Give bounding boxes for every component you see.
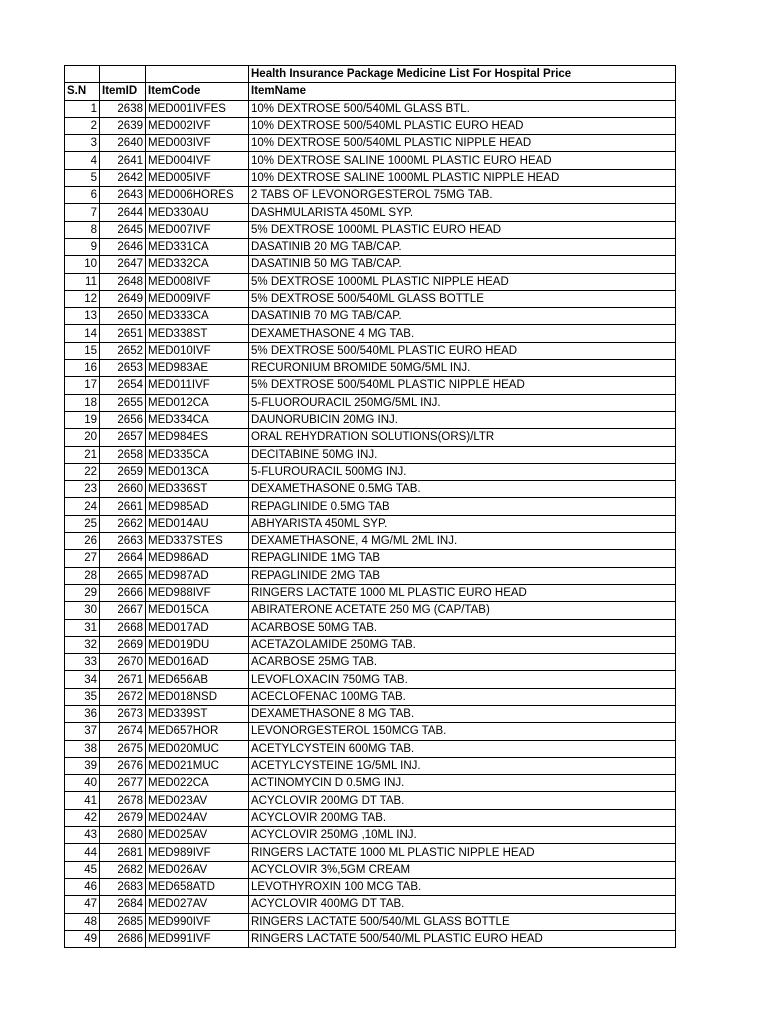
header-sn: S.N	[65, 83, 100, 100]
itemid-cell: 2640	[100, 135, 146, 152]
itemid-cell: 2658	[100, 446, 146, 463]
itemname-cell: REPAGLINIDE 2MG TAB	[249, 567, 676, 584]
table-row	[65, 705, 676, 722]
itemcode-cell: MED007IVF	[146, 221, 249, 238]
itemname-cell: 10% DEXTROSE SALINE 1000ML PLASTIC NIPPLE HEAD	[249, 169, 676, 186]
itemcode-cell: MED020MUC	[146, 740, 249, 757]
itemcode-cell: MED003IVF	[146, 135, 249, 152]
table-row	[65, 515, 676, 532]
sn-cell: 14	[65, 325, 100, 342]
itemid-cell: 2650	[100, 308, 146, 325]
itemid-cell: 2685	[100, 913, 146, 930]
sn-cell: 45	[65, 861, 100, 878]
table-row	[65, 187, 676, 204]
sn-cell: 39	[65, 757, 100, 774]
itemid-cell: 2676	[100, 757, 146, 774]
itemid-cell: 2649	[100, 290, 146, 307]
itemcode-cell: MED335CA	[146, 446, 249, 463]
itemcode-cell: MED027AV	[146, 896, 249, 913]
empty-cell	[65, 66, 100, 83]
itemname-cell: LEVOFLOXACIN 750MG TAB.	[249, 671, 676, 688]
itemname-cell: 5% DEXTROSE 500/540ML GLASS BOTTLE	[249, 290, 676, 307]
table-row	[65, 619, 676, 636]
itemcode-cell: MED015CA	[146, 602, 249, 619]
sn-cell: 1	[65, 100, 100, 117]
table-row	[65, 152, 676, 169]
itemname-cell: ACARBOSE 50MG TAB.	[249, 619, 676, 636]
sn-cell: 48	[65, 913, 100, 930]
itemname-cell: 5% DEXTROSE 1000ML PLASTIC NIPPLE HEAD	[249, 273, 676, 290]
itemid-cell: 2668	[100, 619, 146, 636]
sn-cell: 36	[65, 705, 100, 722]
itemid-cell: 2655	[100, 394, 146, 411]
itemname-cell: RINGERS LACTATE 1000 ML PLASTIC EURO HEAD	[249, 584, 676, 601]
table-row	[65, 256, 676, 273]
itemid-cell: 2667	[100, 602, 146, 619]
sn-cell: 44	[65, 844, 100, 861]
itemname-cell: ABIRATERONE ACETATE 250 MG (CAP/TAB)	[249, 602, 676, 619]
sn-cell: 21	[65, 446, 100, 463]
itemid-cell: 2675	[100, 740, 146, 757]
itemid-cell: 2681	[100, 844, 146, 861]
itemid-cell: 2654	[100, 377, 146, 394]
itemcode-cell: MED016AD	[146, 654, 249, 671]
itemid-cell: 2661	[100, 498, 146, 515]
itemcode-cell: MED338ST	[146, 325, 249, 342]
itemcode-cell: MED336ST	[146, 481, 249, 498]
itemid-cell: 2646	[100, 238, 146, 255]
sn-cell: 12	[65, 290, 100, 307]
itemcode-cell: MED025AV	[146, 827, 249, 844]
table-row	[65, 636, 676, 653]
itemcode-cell: MED337STES	[146, 533, 249, 550]
itemcode-cell: MED984ES	[146, 429, 249, 446]
empty-cell	[146, 66, 249, 83]
table-row	[65, 308, 676, 325]
itemcode-cell: MED985AD	[146, 498, 249, 515]
itemname-cell: LEVONORGESTEROL 150MCG TAB.	[249, 723, 676, 740]
itemname-cell: ACYCLOVIR 3%,5GM CREAM	[249, 861, 676, 878]
sn-cell: 11	[65, 273, 100, 290]
itemid-cell: 2660	[100, 481, 146, 498]
itemcode-cell: MED026AV	[146, 861, 249, 878]
table-row	[65, 792, 676, 809]
table-row	[65, 878, 676, 895]
itemcode-cell: MED021MUC	[146, 757, 249, 774]
itemid-cell: 2642	[100, 169, 146, 186]
itemid-cell: 2643	[100, 187, 146, 204]
itemid-cell: 2670	[100, 654, 146, 671]
itemid-cell: 2648	[100, 273, 146, 290]
itemid-cell: 2684	[100, 896, 146, 913]
table-row	[65, 290, 676, 307]
itemid-cell: 2674	[100, 723, 146, 740]
table-row	[65, 584, 676, 601]
sn-cell: 23	[65, 481, 100, 498]
itemcode-cell: MED334CA	[146, 411, 249, 428]
empty-cell	[100, 66, 146, 83]
itemid-cell: 2657	[100, 429, 146, 446]
itemcode-cell: MED656AB	[146, 671, 249, 688]
table-row	[65, 135, 676, 152]
itemname-cell: 5% DEXTROSE 500/540ML PLASTIC EURO HEAD	[249, 342, 676, 359]
itemname-cell: ACETYLCYSTEINE 1G/5ML INJ.	[249, 757, 676, 774]
itemid-cell: 2651	[100, 325, 146, 342]
itemcode-cell: MED019DU	[146, 636, 249, 653]
sn-cell: 31	[65, 619, 100, 636]
sn-cell: 13	[65, 308, 100, 325]
itemname-cell: ACTINOMYCIN D 0.5MG INJ.	[249, 775, 676, 792]
itemid-cell: 2683	[100, 878, 146, 895]
itemcode-cell: MED006HORES	[146, 187, 249, 204]
itemcode-cell: MED022CA	[146, 775, 249, 792]
sn-cell: 20	[65, 429, 100, 446]
table-row	[65, 602, 676, 619]
itemname-cell: RINGERS LACTATE 1000 ML PLASTIC NIPPLE HEAD	[249, 844, 676, 861]
table-row	[65, 394, 676, 411]
itemname-cell: DASATINIB 50 MG TAB/CAP.	[249, 256, 676, 273]
table-row	[65, 481, 676, 498]
itemname-cell: RINGERS LACTATE 500/540/ML GLASS BOTTLE	[249, 913, 676, 930]
table-row	[65, 913, 676, 930]
sn-cell: 5	[65, 169, 100, 186]
sn-cell: 18	[65, 394, 100, 411]
itemid-cell: 2664	[100, 550, 146, 567]
itemname-cell: 5% DEXTROSE 1000ML PLASTIC EURO HEAD	[249, 221, 676, 238]
itemcode-cell: MED986AD	[146, 550, 249, 567]
table-row	[65, 550, 676, 567]
itemname-cell: ABHYARISTA 450ML SYP.	[249, 515, 676, 532]
sn-cell: 19	[65, 411, 100, 428]
itemid-cell: 2669	[100, 636, 146, 653]
itemid-cell: 2652	[100, 342, 146, 359]
table-row	[65, 930, 676, 947]
table-row	[65, 446, 676, 463]
itemcode-cell: MED018NSD	[146, 688, 249, 705]
itemname-cell: 10% DEXTROSE SALINE 1000ML PLASTIC EURO HEAD	[249, 152, 676, 169]
title-row	[65, 66, 676, 83]
itemname-cell: DECITABINE 50MG INJ.	[249, 446, 676, 463]
itemname-cell: ACYCLOVIR 400MG DT TAB.	[249, 896, 676, 913]
table-row	[65, 169, 676, 186]
itemname-cell: LEVOTHYROXIN 100 MCG TAB.	[249, 878, 676, 895]
table-row	[65, 238, 676, 255]
itemcode-cell: MED987AD	[146, 567, 249, 584]
itemid-cell: 2682	[100, 861, 146, 878]
itemid-cell: 2671	[100, 671, 146, 688]
itemname-cell: DAUNORUBICIN 20MG INJ.	[249, 411, 676, 428]
table-row	[65, 654, 676, 671]
sn-cell: 43	[65, 827, 100, 844]
itemname-cell: ACETYLCYSTEIN 600MG TAB.	[249, 740, 676, 757]
itemname-cell: ACARBOSE 25MG TAB.	[249, 654, 676, 671]
itemname-cell: 5% DEXTROSE 500/540ML PLASTIC NIPPLE HEAD	[249, 377, 676, 394]
table-row	[65, 360, 676, 377]
table-row	[65, 204, 676, 221]
itemname-cell: DEXAMETHASONE 0.5MG TAB.	[249, 481, 676, 498]
itemcode-cell: MED989IVF	[146, 844, 249, 861]
sn-cell: 24	[65, 498, 100, 515]
sn-cell: 49	[65, 930, 100, 947]
itemcode-cell: MED017AD	[146, 619, 249, 636]
table-row	[65, 775, 676, 792]
table-row	[65, 896, 676, 913]
table-row	[65, 827, 676, 844]
table-row	[65, 567, 676, 584]
sn-cell: 46	[65, 878, 100, 895]
itemname-cell: DASATINIB 20 MG TAB/CAP.	[249, 238, 676, 255]
table-row	[65, 463, 676, 480]
sn-cell: 38	[65, 740, 100, 757]
header-itemid: ItemID	[100, 83, 146, 100]
table-row	[65, 411, 676, 428]
sn-cell: 28	[65, 567, 100, 584]
table-row	[65, 325, 676, 342]
table-row	[65, 861, 676, 878]
itemid-cell: 2638	[100, 100, 146, 117]
table-row	[65, 533, 676, 550]
sn-cell: 29	[65, 584, 100, 601]
itemname-cell: 5-FLUOROURACIL 250MG/5ML INJ.	[249, 394, 676, 411]
medicine-list-table	[64, 65, 676, 948]
itemid-cell: 2673	[100, 705, 146, 722]
table-row	[65, 740, 676, 757]
table-row	[65, 688, 676, 705]
itemcode-cell: MED014AU	[146, 515, 249, 532]
itemid-cell: 2672	[100, 688, 146, 705]
itemcode-cell: MED001IVFES	[146, 100, 249, 117]
itemid-cell: 2663	[100, 533, 146, 550]
itemcode-cell: MED657HOR	[146, 723, 249, 740]
sn-cell: 15	[65, 342, 100, 359]
header-itemcode: ItemCode	[146, 83, 249, 100]
itemid-cell: 2644	[100, 204, 146, 221]
table-row	[65, 671, 676, 688]
sn-cell: 47	[65, 896, 100, 913]
sn-cell: 37	[65, 723, 100, 740]
itemname-cell: ACECLOFENAC 100MG TAB.	[249, 688, 676, 705]
itemid-cell: 2679	[100, 809, 146, 826]
table-row	[65, 377, 676, 394]
table-row	[65, 757, 676, 774]
itemcode-cell: MED010IVF	[146, 342, 249, 359]
itemid-cell: 2656	[100, 411, 146, 428]
itemid-cell: 2662	[100, 515, 146, 532]
itemcode-cell: MED023AV	[146, 792, 249, 809]
itemcode-cell: MED002IVF	[146, 117, 249, 134]
table-row	[65, 100, 676, 117]
sn-cell: 3	[65, 135, 100, 152]
sn-cell: 2	[65, 117, 100, 134]
sn-cell: 40	[65, 775, 100, 792]
itemid-cell: 2659	[100, 463, 146, 480]
itemcode-cell: MED331CA	[146, 238, 249, 255]
sn-cell: 17	[65, 377, 100, 394]
itemid-cell: 2677	[100, 775, 146, 792]
itemname-cell: RECURONIUM BROMIDE 50MG/5ML INJ.	[249, 360, 676, 377]
itemname-cell: RINGERS LACTATE 500/540/ML PLASTIC EURO HEAD	[249, 930, 676, 947]
sn-cell: 33	[65, 654, 100, 671]
sn-cell: 26	[65, 533, 100, 550]
itemcode-cell: MED333CA	[146, 308, 249, 325]
header-itemname: ItemName	[249, 83, 676, 100]
table-row	[65, 342, 676, 359]
itemname-cell: ACYCLOVIR 200MG DT TAB.	[249, 792, 676, 809]
itemname-cell: ORAL REHYDRATION SOLUTIONS(ORS)/LTR	[249, 429, 676, 446]
itemname-cell: DEXAMETHASONE 4 MG TAB.	[249, 325, 676, 342]
itemcode-cell: MED004IVF	[146, 152, 249, 169]
sn-cell: 41	[65, 792, 100, 809]
itemcode-cell: MED009IVF	[146, 290, 249, 307]
itemid-cell: 2665	[100, 567, 146, 584]
itemname-cell: DEXAMETHASONE 8 MG TAB.	[249, 705, 676, 722]
itemname-cell: ACYCLOVIR 200MG TAB.	[249, 809, 676, 826]
itemid-cell: 2653	[100, 360, 146, 377]
sn-cell: 42	[65, 809, 100, 826]
itemcode-cell: MED339ST	[146, 705, 249, 722]
sn-cell: 4	[65, 152, 100, 169]
itemcode-cell: MED330AU	[146, 204, 249, 221]
itemid-cell: 2645	[100, 221, 146, 238]
itemcode-cell: MED332CA	[146, 256, 249, 273]
sn-cell: 35	[65, 688, 100, 705]
sn-cell: 22	[65, 463, 100, 480]
itemcode-cell: MED991IVF	[146, 930, 249, 947]
itemid-cell: 2639	[100, 117, 146, 134]
itemname-cell: REPAGLINIDE 0.5MG TAB	[249, 498, 676, 515]
sn-cell: 34	[65, 671, 100, 688]
itemcode-cell: MED005IVF	[146, 169, 249, 186]
sn-cell: 8	[65, 221, 100, 238]
itemname-cell: DASHMULARISTA 450ML SYP.	[249, 204, 676, 221]
itemid-cell: 2647	[100, 256, 146, 273]
table-row	[65, 723, 676, 740]
itemid-cell: 2678	[100, 792, 146, 809]
sheet-title: Health Insurance Package Medicine List For Hospital Price	[249, 66, 676, 83]
sn-cell: 32	[65, 636, 100, 653]
itemname-cell: ACETAZOLAMIDE 250MG TAB.	[249, 636, 676, 653]
sn-cell: 6	[65, 187, 100, 204]
table-row	[65, 221, 676, 238]
itemname-cell: 2 TABS OF LEVONORGESTEROL 75MG TAB.	[249, 187, 676, 204]
itemcode-cell: MED008IVF	[146, 273, 249, 290]
table-row	[65, 429, 676, 446]
itemid-cell: 2641	[100, 152, 146, 169]
sn-cell: 30	[65, 602, 100, 619]
sn-cell: 16	[65, 360, 100, 377]
sn-cell: 25	[65, 515, 100, 532]
itemname-cell: 5-FLUROURACIL 500MG INJ.	[249, 463, 676, 480]
itemid-cell: 2686	[100, 930, 146, 947]
table-row	[65, 844, 676, 861]
header-row	[65, 83, 676, 100]
itemcode-cell: MED658ATD	[146, 878, 249, 895]
itemcode-cell: MED024AV	[146, 809, 249, 826]
sn-cell: 9	[65, 238, 100, 255]
itemname-cell: REPAGLINIDE 1MG TAB	[249, 550, 676, 567]
itemcode-cell: MED990IVF	[146, 913, 249, 930]
itemname-cell: 10% DEXTROSE 500/540ML PLASTIC EURO HEAD	[249, 117, 676, 134]
itemname-cell: DEXAMETHASONE, 4 MG/ML 2ML INJ.	[249, 533, 676, 550]
sn-cell: 27	[65, 550, 100, 567]
table-row	[65, 809, 676, 826]
itemid-cell: 2680	[100, 827, 146, 844]
itemcode-cell: MED012CA	[146, 394, 249, 411]
itemcode-cell: MED988IVF	[146, 584, 249, 601]
sn-cell: 10	[65, 256, 100, 273]
table-row	[65, 498, 676, 515]
itemid-cell: 2666	[100, 584, 146, 601]
table-row	[65, 273, 676, 290]
itemcode-cell: MED011IVF	[146, 377, 249, 394]
itemname-cell: 10% DEXTROSE 500/540ML GLASS BTL.	[249, 100, 676, 117]
table-row	[65, 117, 676, 134]
itemname-cell: ACYCLOVIR 250MG ,10ML INJ.	[249, 827, 676, 844]
itemname-cell: DASATINIB 70 MG TAB/CAP.	[249, 308, 676, 325]
itemname-cell: 10% DEXTROSE 500/540ML PLASTIC NIPPLE HEAD	[249, 135, 676, 152]
sn-cell: 7	[65, 204, 100, 221]
itemcode-cell: MED983AE	[146, 360, 249, 377]
itemcode-cell: MED013CA	[146, 463, 249, 480]
